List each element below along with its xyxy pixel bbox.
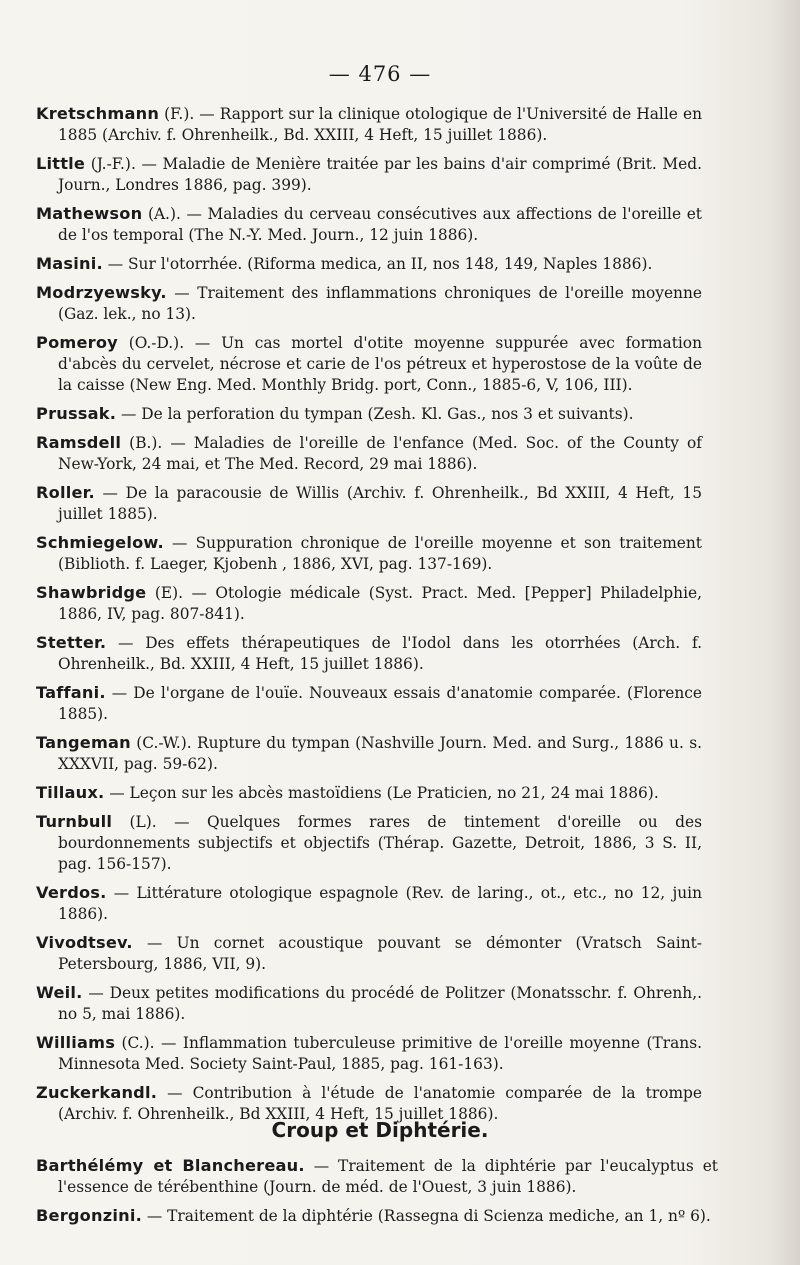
entry-author: Little [36, 154, 86, 173]
bibliography-entry [36, 982, 702, 1025]
entry-text: — De la paracousie de Willis (Archiv. f. Ohrenheilk., Bd XXIII, 4 Heft, 15 juillet 1885). [58, 484, 702, 523]
bibliography-entry [36, 282, 702, 325]
bibliography-entry [36, 632, 702, 675]
entry-author: Shawbridge [36, 583, 147, 602]
entry-author: Weil. [36, 983, 83, 1002]
entry-text: — Littérature otologique espagnole (Rev. de laring., ot., etc., no 12, juin 1886). [58, 884, 702, 923]
entry-author: Taffani. [36, 683, 106, 702]
bibliography-entry [36, 782, 702, 804]
entry-author: Schmiegelow. [36, 533, 164, 552]
entry-author: Kretschmann [36, 104, 160, 123]
entry-author: Turnbull [36, 812, 113, 831]
bibliography-entry [36, 253, 702, 275]
entry-text: (F.). — Rapport sur la clinique otologique de l'Université de Halle en 1885 (Archiv. f. Ohrenheilk., Bd. XXIII, 4 Heft, 15 juillet 1886). [58, 105, 702, 144]
bibliography-entry [36, 1205, 718, 1227]
entry-author: Bergonzini. [36, 1206, 142, 1225]
bibliography-entry [36, 582, 702, 625]
entry-author: Tillaux. [36, 783, 105, 802]
entry-author: Stetter. [36, 633, 107, 652]
bibliography-entry [36, 682, 702, 725]
bibliography-entry [36, 482, 702, 525]
entry-text: (A.). — Maladies du cerveau consécutives aux affections de l'oreille et de l'os temporal (The N.-Y. Med. Journ., 12 juin 1886). [58, 205, 702, 244]
entry-author: Verdos. [36, 883, 107, 902]
entry-text: — Un cornet acoustique pouvant se démonter (Vratsch Saint-Petersbourg, 1886, VII, 9). [58, 934, 702, 973]
bibliography-entry [36, 1155, 718, 1198]
entry-text: (J.-F.). — Maladie de Menière traitée par les bains d'air comprimé (Brit. Med. Journ., Londres 1886, pag. 399). [58, 155, 702, 194]
bibliography-entry [36, 732, 702, 775]
entry-text: — De l'organe de l'ouïe. Nouveaux essais d'anatomie comparée. (Florence 1885). [58, 684, 702, 723]
bibliography-entry [36, 153, 702, 196]
bibliography-entry [36, 811, 702, 875]
bibliography-entry [36, 532, 702, 575]
entry-text: — Deux petites modifications du procédé de Politzer (Monatsschr. f. Ohrenh,. no 5, mai 1886). [58, 984, 702, 1023]
entry-author: Ramsdell [36, 433, 122, 452]
bibliography-entry [36, 882, 702, 925]
entry-author: Tangeman [36, 733, 131, 752]
entry-text: — Traitement des inflammations chroniques de l'oreille moyenne (Gaz. lek., no 13). [58, 284, 702, 323]
entry-text: — Traitement de la diphtérie par l'eucalyptus et l'essence de térébenthine (Journ. de méd. de l'Ouest, 3 juin 1886). [58, 1157, 718, 1196]
entry-author: Barthélémy et Blanchereau. [36, 1156, 305, 1175]
bibliography-entry [36, 203, 702, 246]
entry-text: — Contribution à l'étude de l'anatomie comparée de la trompe (Archiv. f. Ohrenheilk., Bd XXIII, 4 Heft, 15 juillet 1886). [58, 1084, 702, 1123]
entry-author: Modrzyewsky. [36, 283, 167, 302]
section-bibliography-list [36, 1155, 718, 1234]
entry-text: — Sur l'otorrhée. (Riforma medica, an II, nos 148, 149, Naples 1886). [102, 255, 653, 273]
entry-text: — Leçon sur les abcès mastoïdiens (Le Praticien, no 21, 24 mai 1886). [104, 784, 659, 802]
bibliography-entry [36, 403, 702, 425]
entry-author: Williams [36, 1033, 116, 1052]
entry-text: — Traitement de la diphtérie (Rassegna di Scienza mediche, an 1, nº 6). [141, 1207, 711, 1225]
entry-text: (L). — Quelques formes rares de tintement d'oreille ou des bourdonnements subjectifs et objectifs (Thérap. Gazette, Detroit, 1886, 3 S. II, pag. 156-157). [58, 813, 702, 873]
entry-text: (C.-W.). Rupture du tympan (Nashville Journ. Med. and Surg., 1886 u. s. XXXVII, pag. 59-62). [58, 734, 702, 773]
entry-text: — De la perforation du tympan (Zesh. Kl. Gas., nos 3 et suivants). [116, 405, 634, 423]
section-heading: Croup et Diphtérie. [271, 1118, 489, 1142]
entry-author: Masini. [36, 254, 103, 273]
bibliography-entry [36, 332, 702, 396]
entry-author: Prussak. [36, 404, 117, 423]
bibliography-list [36, 103, 702, 1132]
bibliography-entry [36, 103, 702, 146]
entry-author: Pomeroy [36, 333, 118, 352]
entry-author: Mathewson [36, 204, 143, 223]
entry-text: (E). — Otologie médicale (Syst. Pract. Med. [Pepper] Philadelphie, 1886, IV, pag. 807-841). [58, 584, 702, 623]
entry-text: (C.). — Inflammation tuberculeuse primitive de l'oreille moyenne (Trans. Minnesota Med. Society Saint-Paul, 1885, pag. 161-163). [58, 1034, 702, 1073]
entry-text: (B.). — Maladies de l'oreille de l'enfance (Med. Soc. of the County of New-York, 24 mai, et The Med. Record, 29 mai 1886). [58, 434, 702, 473]
bibliography-entry [36, 432, 702, 475]
entry-text: — Des effets thérapeutiques de l'Iodol dans les otorrhées (Arch. f. Ohrenheilk., Bd. XXIII, 4 Heft, 15 juillet 1886). [58, 634, 702, 673]
entry-text: — Suppuration chronique de l'oreille moyenne et son traitement (Biblioth. f. Laeger, Kjobenh , 1886, XVI, pag. 137-169). [58, 534, 702, 573]
entry-author: Roller. [36, 483, 95, 502]
entry-author: Vivodtsev. [36, 933, 133, 952]
bibliography-entry [36, 932, 702, 975]
bibliography-entry [36, 1032, 702, 1075]
entry-text: (O.-D.). — Un cas mortel d'otite moyenne suppurée avec formation d'abcès du cervelet, nécrose et carie de l'os pétreux et hyperostose de la voûte de la caisse (New Eng. Med. Monthly Bridg. port, Conn., 1885-6, V, 106, III). [58, 334, 702, 394]
entry-author: Zuckerkandl. [36, 1083, 158, 1102]
page-number: — 476 — [328, 62, 432, 86]
